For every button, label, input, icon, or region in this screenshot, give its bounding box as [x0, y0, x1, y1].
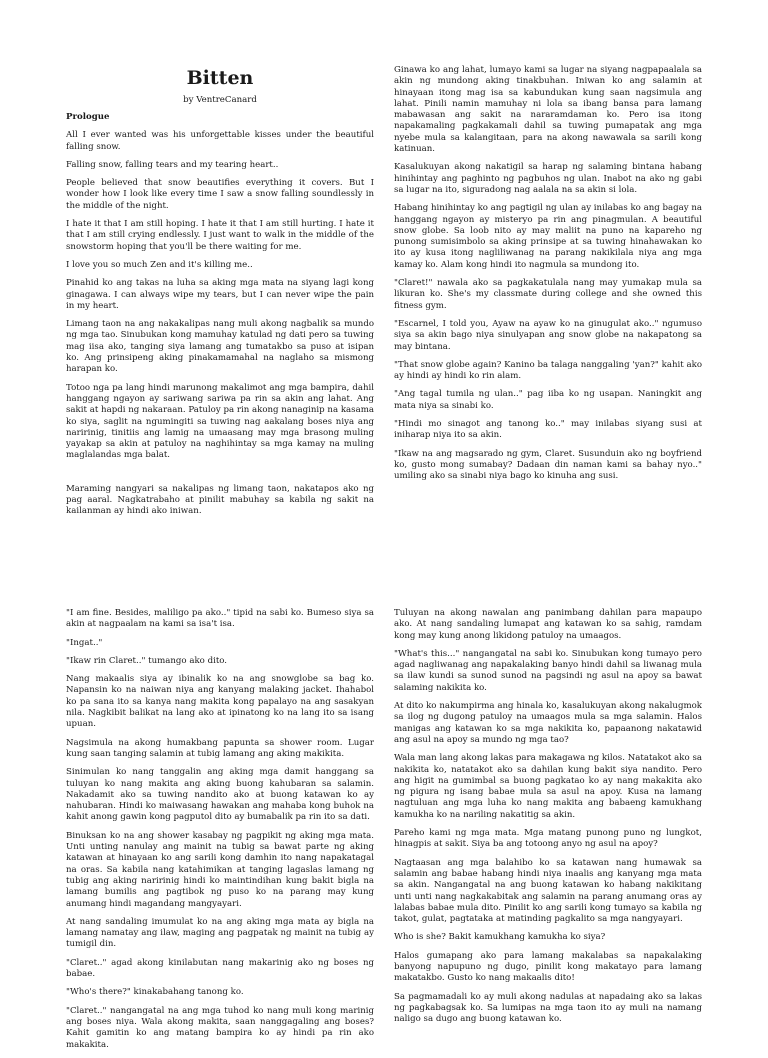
doc-byline: by VentreCanard — [183, 95, 257, 105]
page-2-right-column — [394, 608, 702, 1033]
paragraph: Ginawa ko ang lahat, lumayo kami sa lugar na siyang nagpapaalala sa akin ng mundong aking tinakbuhan. Iniwan ko ang salamin at hinayaan itong mag isa sa kabundukan kung saan nagsimula ang lahat. Pinili namin mamuhay ni lola sa ibang bansa para lamang mabawasan ang sakit na nararamdaman ko. Pero isa itong napakamaling pagkakamali dahil sa tuwing pumapatak ang mga nyebe mula sa kalangitaan, para na akong nawawala sa sarili kong katinuan. — [394, 65, 702, 155]
doc-title: Bitten — [186, 67, 254, 89]
page-1-left-column — [66, 68, 374, 525]
paragraph: Wala man lang akong lakas para makagawa ng kilos. Natatakot ako sa nakikita ko, natatakot ako sa dahilan kung bakit siya nandito. Pero ang higit na gumimbal sa buong pagkatao ko ay nang makakita ako ng pigura ng isang babae mula sa asul na apoy. Kusa na lamang nagtuluan ang mga luha ko nang makita ang babaeng kamukhang kamukha ko na nariling nakatitig sa akin. — [394, 753, 702, 820]
paragraph: Maraming nangyari sa nakalipas ng limang taon, nakatapos ako ng pag aaral. Nagkatrabaho at pinilit mabuhay sa kabila ng sakit na kailanman ay hindi ako iniwan. — [66, 483, 374, 517]
paragraph: Pareho kami ng mga mata. Mga matang punong puno ng lungkot, hinagpis at sakit. Siya ba ang totoong anyo ng asul na apoy? — [394, 828, 702, 850]
paragraph: "Ang tagal tumila ng ulan.." pag iiba ko ng usapan. Naningkit ang mata niya sa sinabi ko. — [394, 389, 702, 411]
paragraph: Nang makaalis siya ay ibinalik ko na ang snowglobe sa bag ko. Napansin ko na naiwan niya ang kanyang malaking jacket. Ihahabol ko pa sana ito sa kanya nang makita kong papalayo na ang sasakyan nila. Nagkibit balikat na lang ako at ipinatong ko na lang ito sa isang upuan. — [66, 674, 374, 730]
doc-heading: Prologue — [66, 112, 110, 122]
paragraph: Pinahid ko ang takas na luha sa aking mga mata na siyang lagi kong ginagawa. I can always wipe my tears, but I can never wipe the pain in my heart. — [66, 278, 374, 311]
paragraph: Falling snow, falling tears and my tearing heart.. — [66, 159, 279, 170]
paragraph: I hate it that I am still hoping. I hate it that I am still hurting. I hate it that I am still crying endlessly. I just want to walk in the middle of the snowstorm hoping that you'll be there waiting for me. — [66, 219, 374, 252]
paragraph: I love you so much Zen and it's killing me.. — [66, 259, 253, 270]
paragraph: Binuksan ko na ang shower kasabay ng pagpikit ng aking mga mata. Unti unting nanulay ang mainit na tubig sa bawat parte ng aking katawan at hinayaan ko ang sarili kong damhin ito nang napakatagal na oras. Sa kabila nang katahimikan at tanging lagaslas lamang ng tubig ang aking naririnig hindi ko maintindihan kung bakit bigla na lamang bumilis ang pagtibok ng puso ko na parang may kung anumang hindi magandang mangyayari. — [66, 830, 374, 909]
paragraph: "What's this..." nangangatal na sabi ko. Sinubukan kong tumayo pero agad nagliwanag ang napakalaking banyo hindi dahil sa liwanag mula sa ilaw kundi sa sunod sunod na pagsindi ng asul na apoy sa bawat salaming nakikita ko. — [394, 648, 702, 693]
paragraph: Limang taon na ang nakakalipas nang muli akong nagbalik sa mundo ng mga tao. Sinubukan kong mamuhay katulad ng dati pero sa tuwing mag iisa ako, tanging siya lamang ang tumatakbo sa puso at isipan ko. Ang prinsipeng aking pinakamamahal na naglaho sa mismong harapan ko. — [66, 319, 374, 375]
page-1-right-column — [394, 65, 702, 490]
paragraph: "Who's there?" kinakabahang tanong ko. — [66, 987, 244, 998]
paragraph: "That snow globe again? Kanino ba talaga nanggaling 'yan?" kahit ako ay hindi ay hindi ko rin alam. — [394, 359, 702, 382]
paragraph: "Ingat.." — [66, 637, 103, 648]
paragraph: "I am fine. Besides, maliligo pa ako.." tipid na sabi ko. Bumeso siya sa akin at nagpaalam na kami sa isa't isa. — [66, 608, 374, 630]
paragraph: "Claret.." nangangatal na ang mga tuhod ko nang muli kong marinig ang boses niya. Wala akong makita, saan nanggagaling ang boses? Kahit gamitin ko ang matang bampira ko ay hindi pa rin ako makakita. — [66, 1005, 374, 1050]
paragraph: "Ikaw na ang magsarado ng gym, Claret. Susunduin ako ng boyfriend ko, gusto mong sumabay? Dadaan din naman kami sa bahay nyo.." umiling ako sa sinabi niya bago ko kinuha ang susi. — [394, 448, 702, 482]
page-2-left-column — [66, 608, 374, 1058]
paragraph: "Escarnel, I told you, Ayaw na ayaw ko na ginugulat ako.." ngumuso siya sa akin bago niya sinulyapan ang snow globe na nakapatong sa may bintana. — [394, 318, 702, 352]
paragraph: Who is she? Bakit kamukhang kamukha ko siya? — [394, 932, 606, 943]
paragraph: People believed that snow beautifies everything it covers. But I wonder how I look like every time I saw a snow falling soundlessly in the middle of the night. — [66, 178, 374, 211]
paragraph: Nagtaasan ang mga balahibo ko sa katawan nang humawak sa salamin ang babae habang hindi niya inaalis ang kanyang mga mata sa akin. Nangangatal na ang buong katawan ko habang nakikitang unti unti nang nagkakabitak ang salamin na parang anumang oras ay lalabas babae mula dito. Pinilit ko ang sarili kong tumayo sa kabila ng takot, gulat, pagtataka at matinding pagkalito sa mga nangyayari. — [394, 857, 702, 925]
paragraph: Tuluyan na akong nawalan ang panimbang dahilan para mapaupo ako. At nang sandaling lumapat ang katawan ko sa sahig, ramdam kong may kung anong likidong patuloy na umaagos. — [394, 608, 702, 641]
paragraph: "Claret!" nawala ako sa pagkakatulala nang may yumakap mula sa likuran ko. She's my classmate during college and she owned this fitness gym. — [394, 278, 702, 311]
paragraph: At nang sandaling imumulat ko na ang aking mga mata ay bigla na lamang namatay ang ilaw, maging ang pagpatak ng mainit na tubig ay tumigil din. — [66, 916, 374, 950]
paragraph: "Ikaw rin Claret.." tumango ako dito. — [66, 655, 228, 666]
page-divider — [0, 576, 768, 577]
paragraph: Sa pagmamadali ko ay muli akong nadulas at napadaing ako sa lakas ng pagkabagsak ko. Sa lumipas na mga taon ito ay muli na namang naligo sa dugo ang buong katawan ko. — [394, 991, 702, 1025]
paragraph: Totoo nga pa lang hindi marunong makalimot ang mga bampira, dahil hanggang ngayon ay sariwang sariwa pa rin sa akin ang lahat. Ang sakit at hapdi ng nakaraan. Patuloy pa rin akong nanaginip na kasama ko siya, saglit na ngumingiti sa tuwing nag aakalang boses niya ang naririnig, tinitiis ang lamig na umaasang may mga brasong muling yayakap sa akin at patuloy na naghihintay sa mga kamay na muling maglalandas mga balat. — [66, 382, 374, 461]
paragraph: Habang hinihintay ko ang pagtigil ng ulan ay inilabas ko ang bagay na hanggang ngayon ay misteryo pa rin ang pinagmulan. A beautiful snow globe. Sa loob nito ay may maliit na puno na kapareho ng punong sumisimbolo sa aking prinsipe at sa tuwing hinahawakan ko ito ay kusa itong nagliliwanag na parang nakikilala niya ang mga kamay ko. Alam kong hindi ito nagmula sa mundong ito. — [394, 203, 702, 270]
paragraph: At dito ko nakumpirma ang hinala ko, kasalukuyan akong nakalugmok sa ilog ng dugong patuloy na umaagos mula sa mga salamin. Halos manigas ang katawan ko sa mga nakikita ko, papaanong nakatawid ang asul na apoy sa mundo ng mga tao? — [394, 701, 702, 745]
paragraph: "Claret.." agad akong kinilabutan nang makarinig ako ng boses ng babae. — [66, 957, 374, 980]
paragraph: "Hindi mo sinagot ang tanong ko.." may inilabas siyang susi at iniharap niya ito sa akin. — [394, 419, 702, 441]
paragraph: All I ever wanted was his unforgettable kisses under the beautiful falling snow. — [66, 130, 374, 152]
paragraph: Halos gumapang ako para lamang makalabas sa napakalaking banyong napupuno ng dugo, pinilit kong makatayo para lamang makatakbo. Gusto ko nang makaalis dito! — [394, 950, 702, 984]
paragraph: Nagsimula na akong humakbang papunta sa shower room. Lugar kung saan tanging salamin at tubig lamang ang aking makikita. — [66, 737, 374, 759]
paragraph: Kasalukuyan akong nakatigil sa harap ng salaming bintana habang hinihintay ang paghinto ng pagbuhos ng ulan. Inabot na ako ng gabi sa lugar na ito, siguradong nag aalala na sa akin si lola. — [394, 162, 702, 195]
paragraph: Sinimulan ko nang tanggalin ang aking mga damit hanggang sa tuluyan ko nang makita ang aking buong kahubaran sa salamin. Nakadamit ako sa tuwing nandito ako at buong katawan ko ay nahubaran. Hindi ko maiwasang hawakan ang mahaba kong buhok na kahit anong gawin kong pagputol dito ay bumabalik pa rin ito sa dati. — [66, 767, 374, 823]
